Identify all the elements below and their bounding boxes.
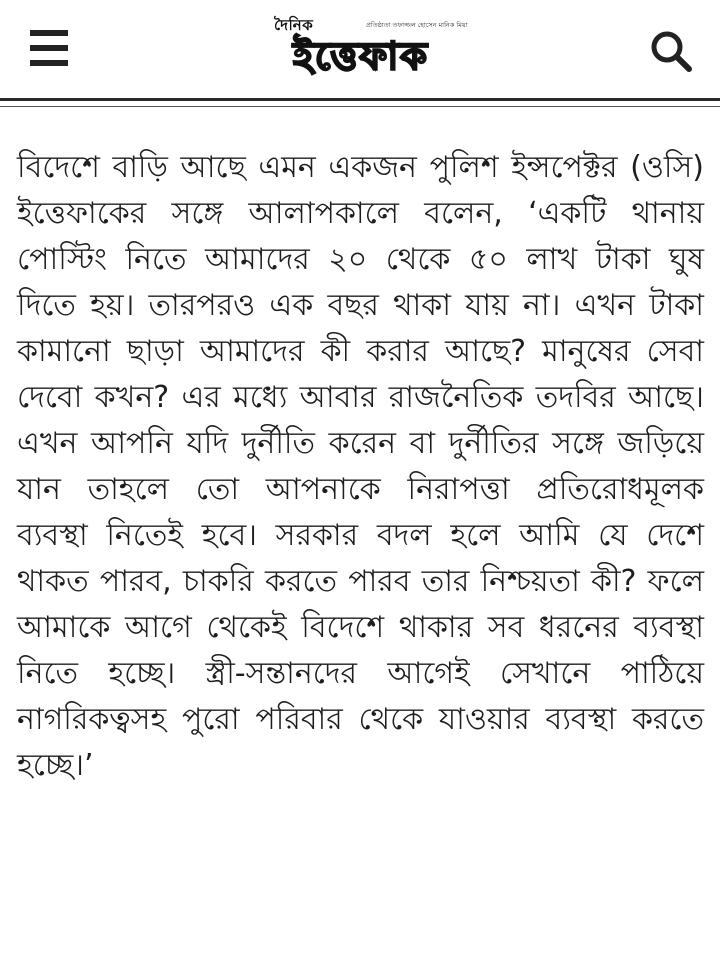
menu-bar-middle <box>30 45 68 51</box>
header-divider-thin <box>0 106 720 107</box>
menu-bar-bottom <box>30 60 68 66</box>
logo-main-text: ইত্তেফাক <box>293 33 429 78</box>
header-divider-thick <box>0 98 720 101</box>
hamburger-menu-icon[interactable] <box>30 30 68 66</box>
article-body: বিদেশে বাড়ি আছে এমন একজন পুলিশ ইন্সপেক্টর (ওসি) ইত্তেফাকের সঙ্গে আলাপকালে বলেন, ‘একটি থানায় পোস্টিং নিতে আমাদের ২০ থেকে ৫০ লাখ টাকা ঘুষ দিতে হয়। তারপরও এক বছর থাকা যায় না। এখন টাকা কামানো ছাড়া আমাদের কী করার আছে? মানুষের সেবা দেবো কখন? এর মধ্যে আবার রাজনৈতিক তদবির আছে। এখন আপনি যদি দুর্নীতি করেন বা দুর্নীতির সঙ্গে জড়িয়ে যান তাহলে তো আপনাকে নিরাপত্তা প্রতিরোধমূলক ব্যবস্থা নিতেই হবে। সরকার বদল হলে আমি যে দেশে থাকত পারব, চাকরি করতে পারব তার নিশ্চয়তা কী? ফলে আমাকে আগে থেকেই বিদেশে থাকার সব ধরনের ব্যবস্থা নিতে হচ্ছে। স্ত্রী-সন্তানদের আগেই সেখানে পাঠিয়ে নাগরিকত্বসহ পুরো পরিবার থেকে যাওয়ার ব্যবস্থা করতে হচ্ছে।’ <box>17 150 704 783</box>
menu-bar-top <box>30 30 68 36</box>
search-icon[interactable] <box>648 28 694 74</box>
site-header <box>0 0 720 96</box>
logo-tagline: প্রতিষ্ঠাতা তফাজ্জল হোসেন মানিক মিয়া <box>366 21 468 29</box>
site-logo[interactable] <box>226 14 496 84</box>
logo-small-text: দৈনিক <box>274 16 314 34</box>
